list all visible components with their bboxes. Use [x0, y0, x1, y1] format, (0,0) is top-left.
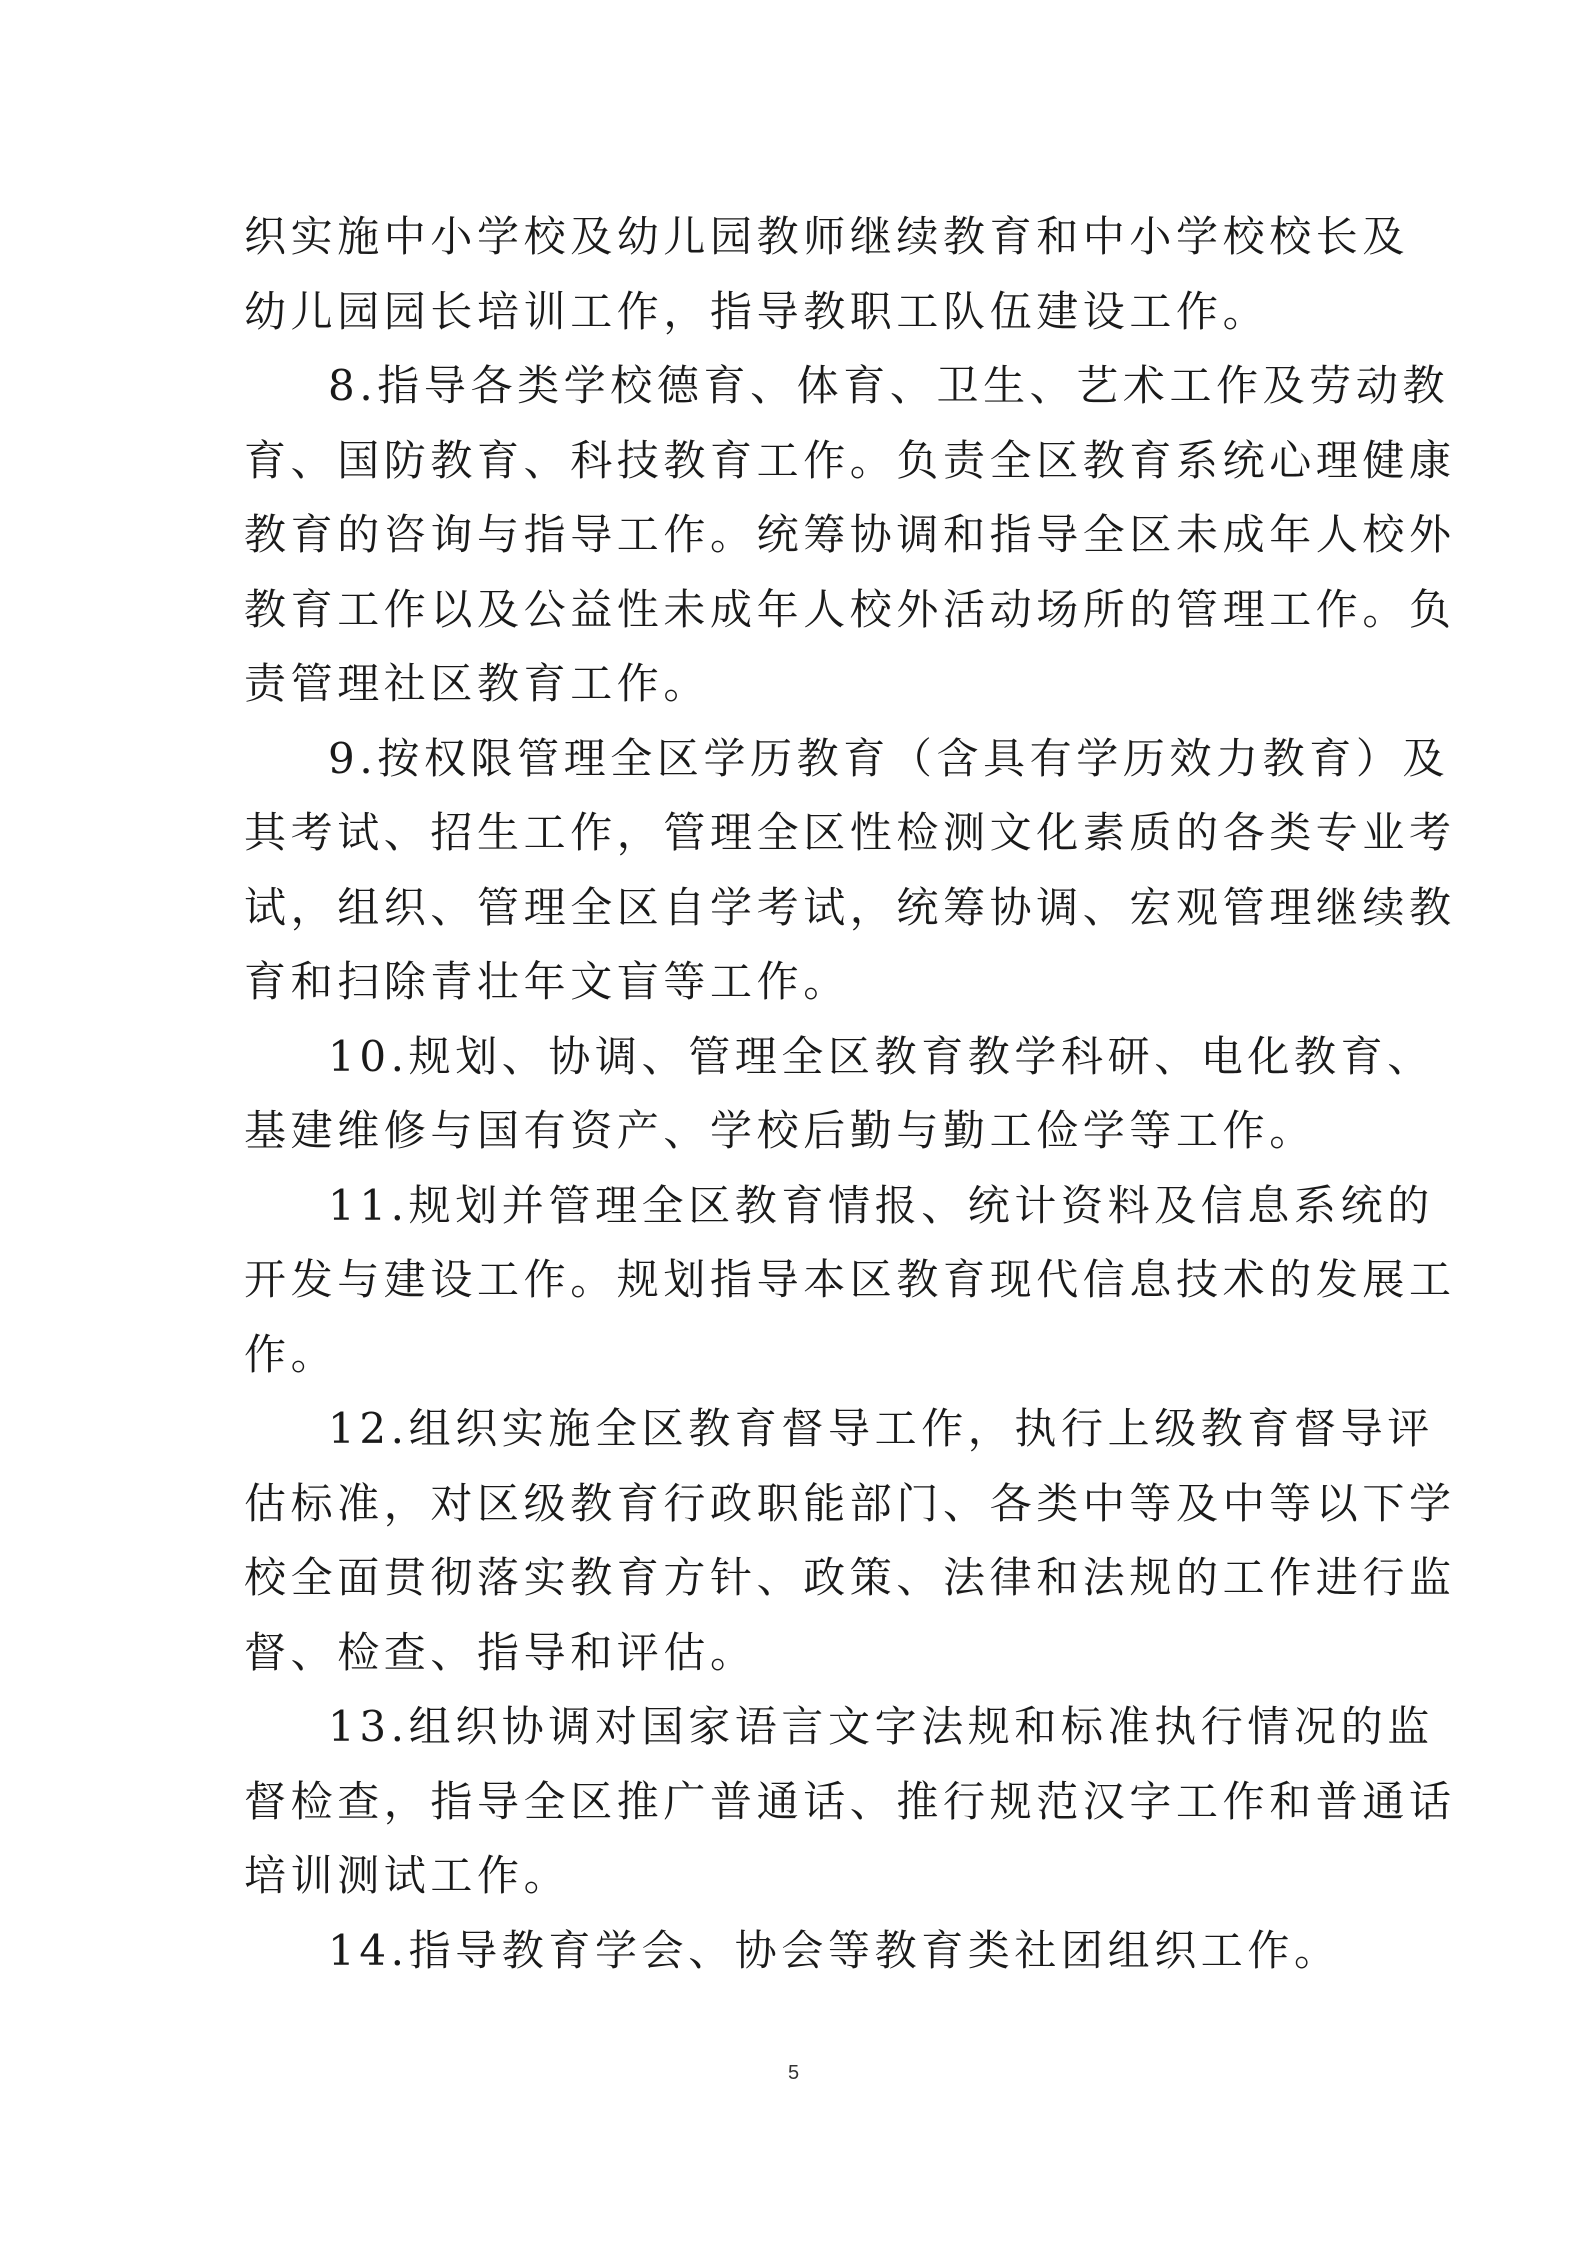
text-line: 培训测试工作。 [244, 1851, 571, 1900]
paragraph-start-line: 8.指导各类学校德育、体育、卫生、艺术工作及劳动教 [328, 361, 1450, 410]
body-text [244, 200, 1456, 1988]
text-line: 督检查，指导全区推广普通话、推行规范汉字工作和普通话 [244, 1776, 1456, 1826]
text-line: 责管理社区教育工作。 [244, 659, 711, 708]
paragraph-start-line: 13.组织协调对国家语言文字法规和标准执行情况的监 [328, 1702, 1434, 1751]
paragraph-start-line: 10.规划、协调、管理全区教育教学科研、电化教育、 [328, 1031, 1434, 1081]
text-line: 校全面贯彻落实教育方针、政策、法律和法规的工作进行监 [244, 1553, 1456, 1602]
text-line: 开发与建设工作。规划指导本区教育现代信息技术的发展工 [244, 1255, 1456, 1304]
text-line: 试，组织、管理全区自学考试，统筹协调、宏观管理继续教 [244, 882, 1456, 932]
text-line: 教育的咨询与指导工作。统筹协调和指导全区未成年人校外 [244, 510, 1456, 559]
text-line: 基建维修与国有资产、学校后勤与勤工俭学等工作。 [244, 1106, 1316, 1155]
text-line: 督、检查、指导和评估。 [244, 1627, 757, 1677]
text-line: 幼儿园园长培训工作，指导教职工队伍建设工作。 [244, 286, 1270, 336]
text-line: 育和扫除青壮年文盲等工作。 [244, 957, 850, 1006]
text-line: 织实施中小学校及幼儿园教师继续教育和中小学校校长及 [244, 212, 1410, 261]
text-line: 作。 [244, 1329, 338, 1379]
text-line: 估标准，对区级教育行政职能部门、各类中等及中等以下学 [244, 1478, 1456, 1528]
text-line: 其考试、招生工作，管理全区性检测文化素质的各类专业考 [244, 808, 1456, 857]
page-number: 5 [787, 2062, 800, 2084]
paragraph-start-line: 12.组织实施全区教育督导工作，执行上级教育督导评 [328, 1404, 1434, 1453]
paragraph-start-line: 11.规划并管理全区教育情报、统计资料及信息系统的 [328, 1180, 1434, 1230]
text-line: 育、国防教育、科技教育工作。负责全区教育系统心理健康 [244, 435, 1456, 485]
paragraph-start-line: 14.指导教育学会、协会等教育类社团组织工作。 [328, 1925, 1341, 1975]
paragraph-start-line: 9.按权限管理全区学历教育（含具有学历效力教育）及 [328, 733, 1450, 783]
text-line: 教育工作以及公益性未成年人校外活动场所的管理工作。负 [244, 584, 1456, 634]
